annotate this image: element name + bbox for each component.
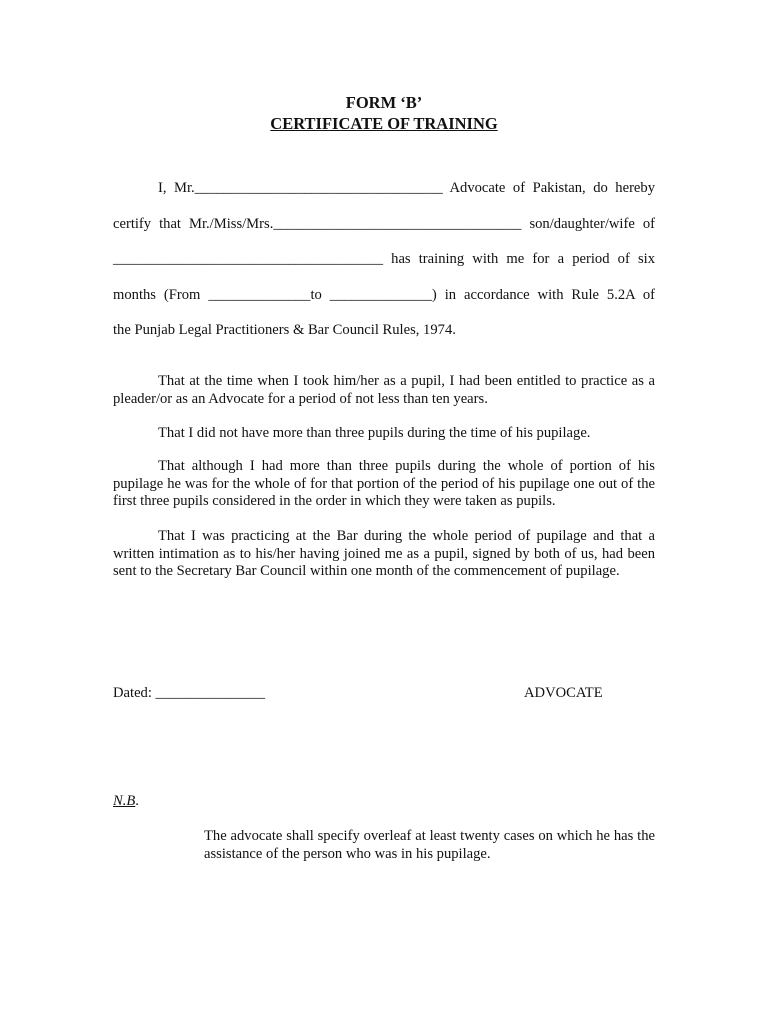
certificate-line-4: months (From ______________to ______________) in accordance with Rule 5.2A of: [113, 287, 655, 303]
certificate-line-5: the Punjab Legal Practitioners & Bar Council Rules, 1974.: [113, 322, 456, 338]
note-heading: [113, 792, 139, 810]
certificate-line-3: _____________________________________ has training with me for a period of six: [113, 251, 655, 267]
certificate-heading: CERTIFICATE OF TRAINING: [270, 114, 498, 133]
note-label: N.B: [113, 793, 136, 809]
advocate-signature-label: ADVOCATE: [524, 685, 603, 701]
certificate-line-2: certify that Mr./Miss/Mrs.__________________________________ son/daughter/wife of: [113, 216, 655, 232]
note-text: The advocate shall specify overleaf at least twenty cases on which he has the assistance of the person who was in his pupilage.: [204, 828, 655, 862]
form-title: FORM ‘B’: [345, 93, 423, 112]
paragraph-entitlement: That at the time when I took him/her as a pupil, I had been entitled to practice as a pleader/or as an Advocate for a period of not less than ten years.: [113, 373, 655, 407]
paragraph-intimation: That I was practicing at the Bar during the whole period of pupilage and that a written intimation as to his/her having joined me as a pupil, signed by both of us, had been sent to the Secretary Bar Council within one month of the commencement of pupilage.: [113, 528, 655, 580]
note-period: .: [135, 793, 139, 809]
paragraph-pupil-order: That although I had more than three pupils during the whole of portion of his pupilage he was for the whole of for that portion of the period of his pupilage one out of the first three pupils considered in the order in which they were taken as pupils.: [113, 458, 655, 510]
dated-field: Dated: _______________: [113, 685, 266, 701]
paragraph-pupil-count: That I did not have more than three pupils during the time of his pupilage.: [158, 425, 591, 441]
certificate-line-1: I, Mr.__________________________________ Advocate of Pakistan, do hereby: [158, 180, 655, 196]
